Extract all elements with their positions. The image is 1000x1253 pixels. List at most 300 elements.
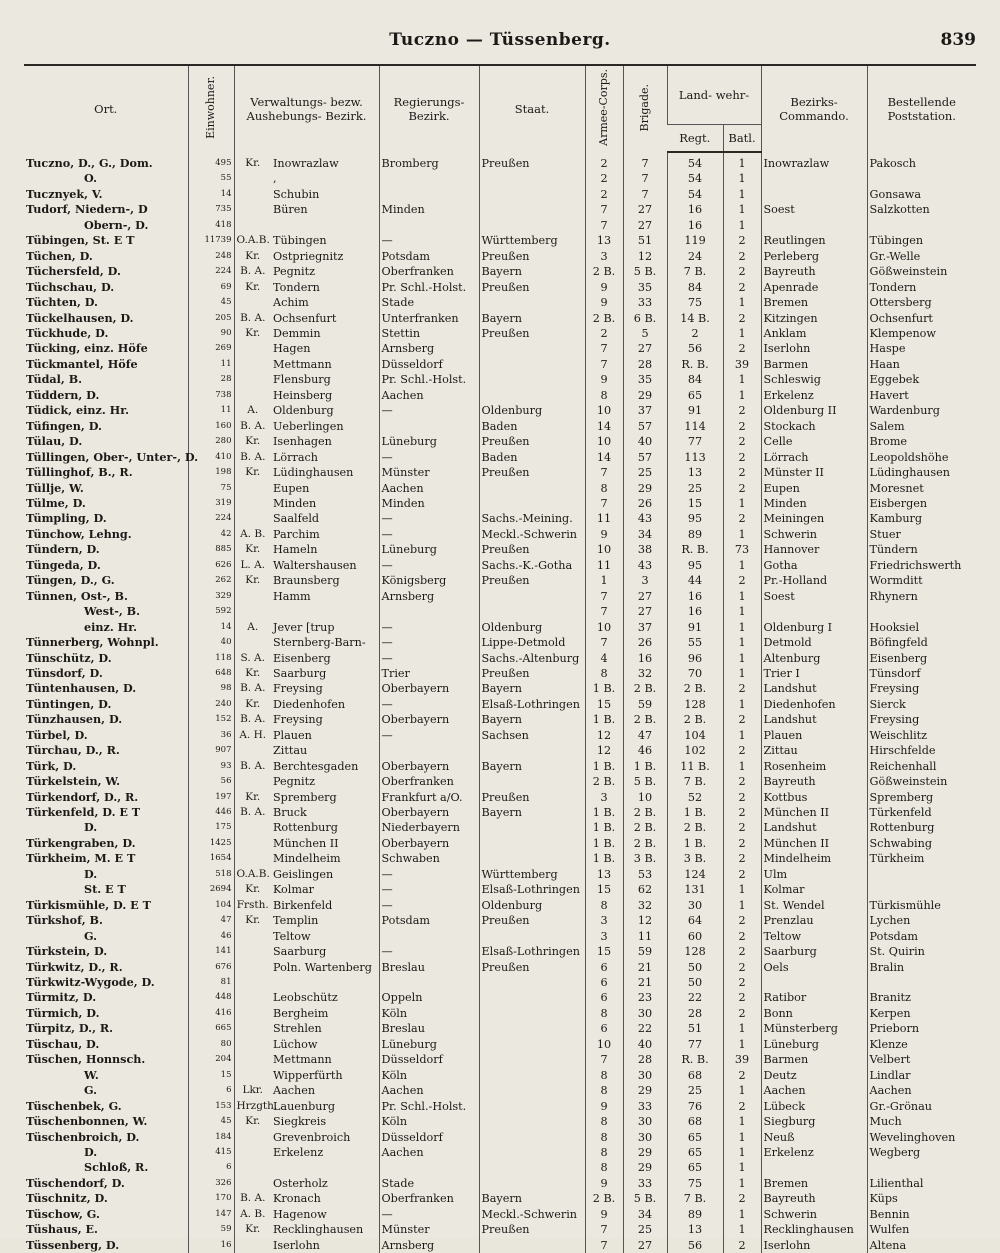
table-row — [24, 867, 976, 882]
cell-staat: Preußen — [479, 465, 585, 480]
table-row — [24, 774, 976, 789]
cell-einwohner: 418 — [188, 218, 234, 233]
cell-ort: Türkwitz, D., R. — [26, 959, 123, 974]
cell-armee: 7 — [585, 604, 623, 619]
cell-verw-name: Jever [trup — [273, 620, 335, 634]
cell-regt: 70 — [667, 666, 723, 681]
cell-regt: 84 — [667, 280, 723, 295]
cell-regt: 7 B. — [667, 1191, 723, 1206]
cell-verw-type — [234, 929, 271, 944]
cell-regt: 102 — [667, 743, 723, 758]
cell-armee: 7 — [585, 1222, 623, 1237]
cell-ort: Tüngen, D., G. — [26, 573, 115, 588]
cell-einwohner: 2694 — [188, 882, 234, 897]
table-row — [24, 589, 976, 604]
cell-regt: 11 B. — [667, 759, 723, 774]
cell-batl: 1 — [723, 558, 761, 573]
cell-armee: 15 — [585, 944, 623, 959]
cell-poststation: Gr.-Welle — [867, 249, 976, 264]
cell-batl: 1 — [723, 728, 761, 743]
cell-regierung: — — [379, 635, 479, 650]
cell-batl: 1 — [723, 882, 761, 897]
cell-staat: Preußen — [479, 666, 585, 681]
cell-brigade: 29 — [623, 1083, 667, 1098]
cell-staat: Meckl.-Schwerin — [479, 1207, 585, 1222]
cell-ort: D. — [84, 866, 98, 881]
cell-armee: 3 — [585, 929, 623, 944]
cell-einwohner: 592 — [188, 604, 234, 619]
cell-ort: Schloß, R. — [84, 1160, 149, 1175]
cell-poststation: Potsdam — [867, 929, 976, 944]
cell-staat: Oldenburg — [479, 620, 585, 635]
cell-ort: Tülau, D. — [26, 434, 83, 449]
cell-brigade: 1 B. — [623, 759, 667, 774]
cell-poststation — [867, 867, 976, 882]
cell-bezirkscommando: Soest — [761, 589, 867, 604]
cell-batl: 1 — [723, 759, 761, 774]
cell-einwohner: 170 — [188, 1191, 234, 1206]
cell-staat — [479, 1145, 585, 1160]
cell-armee: 8 — [585, 1068, 623, 1083]
cell-ort: G. — [84, 928, 98, 943]
cell-bezirkscommando: Bayreuth — [761, 264, 867, 279]
cell-regt: 68 — [667, 1114, 723, 1129]
cell-ort: Tüngeda, D. — [26, 557, 101, 572]
table-row — [24, 434, 976, 449]
cell-bezirkscommando: Plauen — [761, 728, 867, 743]
cell-staat: Preußen — [479, 542, 585, 557]
cell-regt: R. B. — [667, 542, 723, 557]
cell-ort: Tüschow, G. — [26, 1206, 100, 1221]
cell-regierung: Frankfurt a/O. — [379, 790, 479, 805]
cell-regierung — [379, 743, 479, 758]
cell-verw-type — [234, 820, 271, 835]
cell-einwohner: 75 — [188, 481, 234, 496]
cell-regt: 2 B. — [667, 712, 723, 727]
cell-bezirkscommando: Teltow — [761, 929, 867, 944]
cell-ort: Tüschen, Honnsch. — [26, 1052, 146, 1067]
cell-poststation: Bennin — [867, 1207, 976, 1222]
cell-batl: 1 — [723, 295, 761, 310]
cell-batl: 1 — [723, 620, 761, 635]
cell-bezirkscommando: Zittau — [761, 743, 867, 758]
cell-regt: 54 — [667, 187, 723, 202]
cell-brigade: 27 — [623, 341, 667, 356]
cell-verw-type — [234, 496, 271, 511]
col-verwaltung: Verwaltungs- bezw. Aushebungs- Bezirk. — [234, 65, 379, 152]
cell-batl: 1 — [723, 372, 761, 387]
cell-poststation — [867, 882, 976, 897]
cell-regt: 24 — [667, 249, 723, 264]
cell-brigade: 25 — [623, 465, 667, 480]
table-row — [24, 728, 976, 743]
cell-verw-type — [234, 944, 271, 959]
cell-verw-type: Kr. — [234, 1222, 271, 1237]
cell-regt: 16 — [667, 202, 723, 217]
cell-bezirkscommando: Iserlohn — [761, 1238, 867, 1253]
cell-bezirkscommando: München II — [761, 836, 867, 851]
cell-regt: 16 — [667, 218, 723, 233]
cell-batl: 39 — [723, 1052, 761, 1067]
table-row — [24, 280, 976, 295]
cell-armee: 1 B. — [585, 836, 623, 851]
cell-staat — [479, 990, 585, 1005]
cell-staat — [479, 357, 585, 372]
cell-ort: Türkheim, M. E T — [26, 851, 136, 866]
table-row — [24, 1083, 976, 1098]
col-ort: Ort. — [24, 65, 188, 152]
cell-staat — [479, 1083, 585, 1098]
cell-batl: 2 — [723, 249, 761, 264]
cell-einwohner: 329 — [188, 589, 234, 604]
cell-bezirkscommando: Oldenburg I — [761, 620, 867, 635]
table-row — [24, 233, 976, 248]
cell-regierung: — — [379, 867, 479, 882]
cell-poststation: Salem — [867, 419, 976, 434]
cell-verw-type — [234, 1238, 271, 1253]
cell-staat — [479, 1006, 585, 1021]
cell-einwohner: 90 — [188, 326, 234, 341]
cell-armee: 11 — [585, 558, 623, 573]
cell-batl: 2 — [723, 1191, 761, 1206]
cell-verw-name: Lauenburg — [273, 1099, 336, 1113]
cell-regierung — [379, 604, 479, 619]
cell-staat: Preußen — [479, 326, 585, 341]
cell-verw-type — [234, 960, 271, 975]
cell-ort: Türkelstein, W. — [26, 774, 121, 789]
cell-brigade: 27 — [623, 202, 667, 217]
cell-staat — [479, 836, 585, 851]
cell-verw-type — [234, 1037, 271, 1052]
cell-ort: Tübingen, St. E T — [26, 233, 135, 248]
cell-verw-name: Poln. Wartenberg — [273, 960, 372, 974]
col-regt: Regt. — [667, 125, 723, 153]
cell-poststation: Türkenfeld — [867, 805, 976, 820]
cell-brigade: 28 — [623, 357, 667, 372]
cell-batl: 2 — [723, 867, 761, 882]
cell-staat: Sachs.-K.-Gotha — [479, 558, 585, 573]
cell-batl: 2 — [723, 805, 761, 820]
cell-regierung: Aachen — [379, 1145, 479, 1160]
table-row — [24, 1130, 976, 1145]
cell-staat: Baden — [479, 419, 585, 434]
cell-batl: 2 — [723, 511, 761, 526]
cell-brigade: 5 B. — [623, 1191, 667, 1206]
cell-staat — [479, 1099, 585, 1114]
cell-verw-name: Osterholz — [273, 1176, 328, 1190]
col-bezirkscommando: Bezirks- Commando. — [761, 65, 867, 152]
cell-regierung: Oberfranken — [379, 264, 479, 279]
cell-batl: 1 — [723, 496, 761, 511]
cell-brigade: 43 — [623, 558, 667, 573]
cell-brigade: 12 — [623, 249, 667, 264]
cell-armee: 13 — [585, 867, 623, 882]
cell-armee: 15 — [585, 882, 623, 897]
cell-verw-type — [234, 1130, 271, 1145]
cell-armee: 2 B. — [585, 311, 623, 326]
cell-einwohner: 16 — [188, 1238, 234, 1253]
cell-armee: 9 — [585, 295, 623, 310]
cell-brigade: 26 — [623, 496, 667, 511]
cell-batl: 2 — [723, 774, 761, 789]
cell-brigade: 7 — [623, 187, 667, 202]
cell-verw-type: S. A. — [234, 651, 271, 666]
cell-verw-type — [234, 774, 271, 789]
col-einwohner — [188, 65, 234, 152]
cell-regierung: — — [379, 511, 479, 526]
cell-staat: Württemberg — [479, 233, 585, 248]
cell-poststation: Kamburg — [867, 511, 976, 526]
cell-verw-type: Lkr. — [234, 1083, 271, 1098]
table-row — [24, 851, 976, 866]
cell-regierung: — — [379, 651, 479, 666]
cell-staat: Baden — [479, 450, 585, 465]
cell-einwohner: 11 — [188, 357, 234, 372]
cell-armee: 8 — [585, 1145, 623, 1160]
col-regierung: Regierungs- Bezirk. — [379, 65, 479, 152]
cell-einwohner: 495 — [188, 152, 234, 171]
table-row — [24, 388, 976, 403]
cell-staat — [479, 388, 585, 403]
cell-verw-type: B. A. — [234, 681, 271, 696]
cell-regierung: — — [379, 944, 479, 959]
cell-verw-name: Erkelenz — [273, 1146, 324, 1159]
cell-ort: Tünnen, Ost-, B. — [26, 588, 128, 603]
cell-regierung: — — [379, 882, 479, 897]
cell-brigade: 21 — [623, 960, 667, 975]
cell-verw-name: Leobschütz — [273, 991, 338, 1005]
cell-ort: G. — [84, 1083, 98, 1098]
cell-ort: Tückmantel, Höfe — [26, 356, 138, 371]
cell-regierung: — — [379, 1207, 479, 1222]
cell-einwohner: 98 — [188, 681, 234, 696]
cell-batl: 1 — [723, 604, 761, 619]
cell-regt: R. B. — [667, 1052, 723, 1067]
cell-bezirkscommando: Prenzlau — [761, 913, 867, 928]
cell-batl: 1 — [723, 635, 761, 650]
cell-regt: 64 — [667, 913, 723, 928]
cell-staat — [479, 1176, 585, 1191]
table-row — [24, 465, 976, 480]
col-einwohner-label: Einwohner. — [204, 76, 217, 139]
cell-brigade: 29 — [623, 481, 667, 496]
cell-verw-name: Zittau — [273, 744, 308, 758]
cell-regierung — [379, 929, 479, 944]
cell-staat — [479, 218, 585, 233]
cell-verw-name: Ueberlingen — [273, 419, 344, 433]
cell-bezirkscommando: Apenrade — [761, 280, 867, 295]
cell-einwohner: 269 — [188, 341, 234, 356]
cell-verw-type — [234, 743, 271, 758]
cell-batl: 1 — [723, 202, 761, 217]
cell-brigade: 7 — [623, 152, 667, 171]
cell-verw-type: A. B. — [234, 527, 271, 542]
cell-ort: Tüschenbonnen, W. — [26, 1114, 148, 1129]
cell-regierung: Stettin — [379, 326, 479, 341]
cell-batl: 1 — [723, 218, 761, 233]
cell-regt: 25 — [667, 481, 723, 496]
cell-verw-name: Ochsenfurt — [273, 311, 337, 325]
cell-verw-type: B. A. — [234, 759, 271, 774]
col-landwehr: Land- wehr- — [667, 65, 761, 125]
cell-verw-name: München II — [273, 836, 339, 850]
cell-armee: 1 B. — [585, 681, 623, 696]
cell-staat: Bayern — [479, 681, 585, 696]
cell-einwohner: 56 — [188, 774, 234, 789]
cell-poststation: Küps — [867, 1191, 976, 1206]
table-row — [24, 419, 976, 434]
cell-ort: Türkismühle, D. E T — [26, 897, 151, 912]
gazetteer-table — [24, 64, 976, 1253]
cell-ort: O. — [84, 171, 97, 186]
cell-staat — [479, 604, 585, 619]
cell-poststation: Wulfen — [867, 1222, 976, 1237]
cell-armee: 9 — [585, 1099, 623, 1114]
cell-einwohner: 28 — [188, 372, 234, 387]
cell-armee: 2 — [585, 326, 623, 341]
table-row — [24, 1222, 976, 1237]
cell-bezirkscommando — [761, 187, 867, 202]
cell-staat: Bayern — [479, 759, 585, 774]
cell-regt: 2 — [667, 326, 723, 341]
cell-armee: 7 — [585, 341, 623, 356]
cell-verw-type — [234, 187, 271, 202]
table-row — [24, 481, 976, 496]
cell-regierung: Minden — [379, 202, 479, 217]
cell-staat — [479, 1114, 585, 1129]
cell-regierung: Königsberg — [379, 573, 479, 588]
cell-poststation: Böfingfeld — [867, 635, 976, 650]
cell-batl: 2 — [723, 975, 761, 990]
cell-bezirkscommando: Bonn — [761, 1006, 867, 1021]
table-row — [24, 295, 976, 310]
cell-armee: 9 — [585, 372, 623, 387]
cell-batl: 2 — [723, 1006, 761, 1021]
cell-brigade: 7 — [623, 171, 667, 186]
cell-verw-type — [234, 1145, 271, 1160]
cell-verw-name: Hameln — [273, 543, 318, 557]
cell-poststation: Bralin — [867, 960, 976, 975]
cell-poststation: Tündern — [867, 542, 976, 557]
cell-armee: 1 B. — [585, 851, 623, 866]
cell-batl: 1 — [723, 1160, 761, 1175]
cell-regt: 7 B. — [667, 264, 723, 279]
cell-regt: 96 — [667, 651, 723, 666]
cell-verw-type — [234, 1068, 271, 1083]
cell-bezirkscommando: Soest — [761, 202, 867, 217]
cell-verw-name: Aachen — [273, 1084, 316, 1098]
cell-batl: 2 — [723, 1068, 761, 1083]
table-row — [24, 604, 976, 619]
table-row — [24, 697, 976, 712]
cell-armee: 8 — [585, 481, 623, 496]
cell-bezirkscommando: St. Wendel — [761, 898, 867, 913]
cell-regt: 54 — [667, 171, 723, 186]
cell-brigade: 27 — [623, 1238, 667, 1253]
cell-batl: 2 — [723, 820, 761, 835]
cell-regt: 50 — [667, 975, 723, 990]
cell-regt: 54 — [667, 152, 723, 171]
cell-batl: 2 — [723, 929, 761, 944]
cell-regt: 30 — [667, 898, 723, 913]
table-row — [24, 450, 976, 465]
cell-regt: 44 — [667, 573, 723, 588]
cell-einwohner: 262 — [188, 573, 234, 588]
cell-armee: 7 — [585, 589, 623, 604]
table-row — [24, 1238, 976, 1253]
cell-verw-name: Birkenfeld — [273, 898, 333, 912]
cell-einwohner: 80 — [188, 1037, 234, 1052]
cell-staat: Meckl.-Schwerin — [479, 527, 585, 542]
cell-verw-type — [234, 295, 271, 310]
cell-regt: 77 — [667, 1037, 723, 1052]
cell-poststation: Much — [867, 1114, 976, 1129]
cell-batl: 1 — [723, 171, 761, 186]
cell-staat — [479, 774, 585, 789]
cell-armee: 10 — [585, 542, 623, 557]
cell-verw-type — [234, 975, 271, 990]
cell-verw-name: Hagen — [273, 342, 311, 356]
table-row — [24, 913, 976, 928]
cell-verw-type: Kr. — [234, 666, 271, 681]
cell-brigade: 38 — [623, 542, 667, 557]
cell-poststation: Freysing — [867, 712, 976, 727]
cell-einwohner: 14 — [188, 187, 234, 202]
cell-poststation — [867, 218, 976, 233]
cell-regierung — [379, 1160, 479, 1175]
cell-staat: Lippe-Detmold — [479, 635, 585, 650]
cell-batl: 2 — [723, 913, 761, 928]
cell-poststation: Rottenburg — [867, 820, 976, 835]
cell-batl: 1 — [723, 1176, 761, 1191]
cell-ort: Tülme, D. — [26, 495, 86, 510]
cell-armee: 4 — [585, 651, 623, 666]
cell-regt: 3 B. — [667, 851, 723, 866]
cell-armee: 2 B. — [585, 1191, 623, 1206]
cell-ort: Tücking, einz. Höfe — [26, 341, 148, 356]
cell-armee: 8 — [585, 1114, 623, 1129]
cell-staat: Preußen — [479, 280, 585, 295]
cell-brigade: 29 — [623, 388, 667, 403]
cell-bezirkscommando: Trier I — [761, 666, 867, 681]
cell-regt: 28 — [667, 1006, 723, 1021]
cell-poststation: Tondern — [867, 280, 976, 295]
table-row — [24, 1145, 976, 1160]
cell-poststation: Kerpen — [867, 1006, 976, 1021]
cell-verw-type: B. A. — [234, 712, 271, 727]
cell-verw-name: Parchim — [273, 527, 320, 541]
cell-staat: Preußen — [479, 152, 585, 171]
cell-regierung: Lüneburg — [379, 542, 479, 557]
cell-einwohner: 205 — [188, 311, 234, 326]
cell-brigade: 30 — [623, 1006, 667, 1021]
cell-brigade: 30 — [623, 1068, 667, 1083]
cell-armee: 9 — [585, 527, 623, 542]
cell-brigade: 37 — [623, 403, 667, 418]
cell-armee: 2 B. — [585, 774, 623, 789]
cell-armee: 2 — [585, 171, 623, 186]
cell-brigade: 32 — [623, 666, 667, 681]
cell-regierung: Oppeln — [379, 990, 479, 1005]
cell-regierung: — — [379, 558, 479, 573]
cell-verw-type: L. A. — [234, 558, 271, 573]
cell-verw-type: Kr. — [234, 913, 271, 928]
cell-poststation: Wevelinghoven — [867, 1130, 976, 1145]
cell-einwohner: 446 — [188, 805, 234, 820]
cell-regierung: Niederbayern — [379, 820, 479, 835]
cell-armee: 7 — [585, 218, 623, 233]
cell-verw-name: Mettmann — [273, 357, 332, 371]
